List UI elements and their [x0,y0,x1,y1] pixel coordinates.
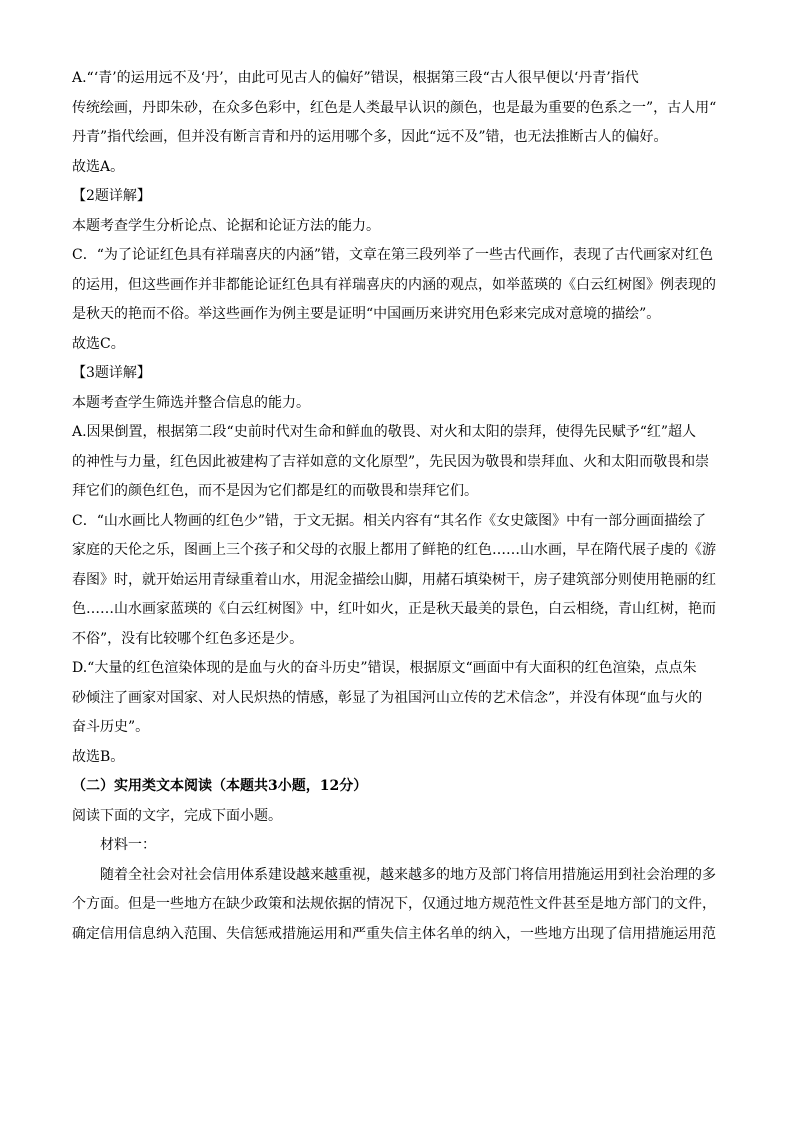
text-line: 确定信用信息纳入范围、失信惩戒措施运用和严重失信主体名单的纳入，一些地方出现了信用措施运用范 [72,925,716,942]
text-line: 【2题详解】 [72,188,151,204]
text-line: 不俗”，没有比较哪个红色多还是少。 [72,630,304,647]
text-line: 奋斗历史”。 [72,719,150,735]
text-line: 春图》时，就开始运用青绿重着山水，用泥金描绘山脚，用赭石填染树干，房子建筑部分则使用艳丽的红 [72,571,716,588]
section-heading: （二）实用类文本阅读（本题共3小题，12分） [72,778,368,794]
text-line: 砂倾注了画家对国家、对人民炽热的情感，彰显了为祖国河山立传的艺术信念”，并没有体现“血与火的 [72,689,703,706]
text-line: A.因果倒置，根据第二段“史前时代对生命和鲜血的敬畏、对火和太阳的崇拜，使得先民赋予“红”超人 [72,424,697,440]
text-line: 随着全社会对社会信用体系建设越来越重视，越来越多的地方及部门将信用措施运用到社会治理的多 [100,866,716,883]
text-line: 本题考查学生筛选并整合信息的能力。 [72,394,310,411]
text-line: D.“大量的红色渲染体现的是血与火的奋斗历史”错误，根据原文“画面中有大面积的红色渲染，点点朱 [72,660,697,676]
text-line: 材料一： [100,837,156,853]
text-line: 个方面。但是一些地方在缺少政策和法规依据的情况下，仅通过地方规范性文件甚至是地方部门的文件， [72,896,716,912]
text-line: C．“为了论证红色具有祥瑞喜庆的内涵”错，文章在第三段列举了一些古代画作，表现了古代画家对红色 [72,247,714,263]
text-line: 的神性与力量，红色因此被建构了吉祥如意的文化原型”，先民因为敬畏和崇拜血、火和太阳而敬畏和崇 [72,453,710,470]
text-line: 传统绘画，丹即朱砂，在众多色彩中，红色是人类最早认识的颜色，也是最为重要的色系之一”，古人用“ [72,99,717,116]
document-page [72,64,722,949]
text-line: 故选A。 [72,158,125,175]
text-line: 色……山水画家蓝瑛的《白云红树图》中，红叶如火，正是秋天最美的景色，白云相绕，青山红树，艳而 [72,601,716,617]
text-line: 的运用，但这些画作并非都能论证红色具有祥瑞喜庆的内涵的观点，如举蓝瑛的《白云红树图》例表现的 [72,276,716,293]
text-line: 阅读下面的文字，完成下面小题。 [72,807,282,824]
text-line: 家庭的天伦之乐，图画上三个孩子和父母的衣服上都用了鲜艳的红色……山水画，早在隋代展子虔的《游 [72,542,716,558]
text-line: C．“山水画比人物画的红色少”错，于文无据。相关内容有“其名作《女史箴图》中有一部分画面描绘了 [72,512,707,529]
text-line: 拜它们的颜色红色，而不是因为它们都是红的而敬畏和崇拜它们。 [72,483,478,499]
text-line: 是秋天的艳而不俗。举这些画作为例主要是证明“中国画历来讲究用色彩来完成对意境的描绘”。 [72,306,661,322]
text-line: 丹青”指代绘画，但并没有断言青和丹的运用哪个多，因此“远不及”错，也无法推断古人的偏好。 [72,129,668,145]
text-line: A.“‘青’的运用远不及‘丹’，由此可见古人的偏好”错误，根据第三段“古人很早便以‘丹青’指代 [72,70,639,86]
text-line: 【3题详解】 [72,365,151,381]
text-line: 本题考查学生分析论点、论据和论证方法的能力。 [72,217,380,234]
text-line: 故选B。 [72,748,125,765]
text-line: 故选C。 [72,335,125,352]
